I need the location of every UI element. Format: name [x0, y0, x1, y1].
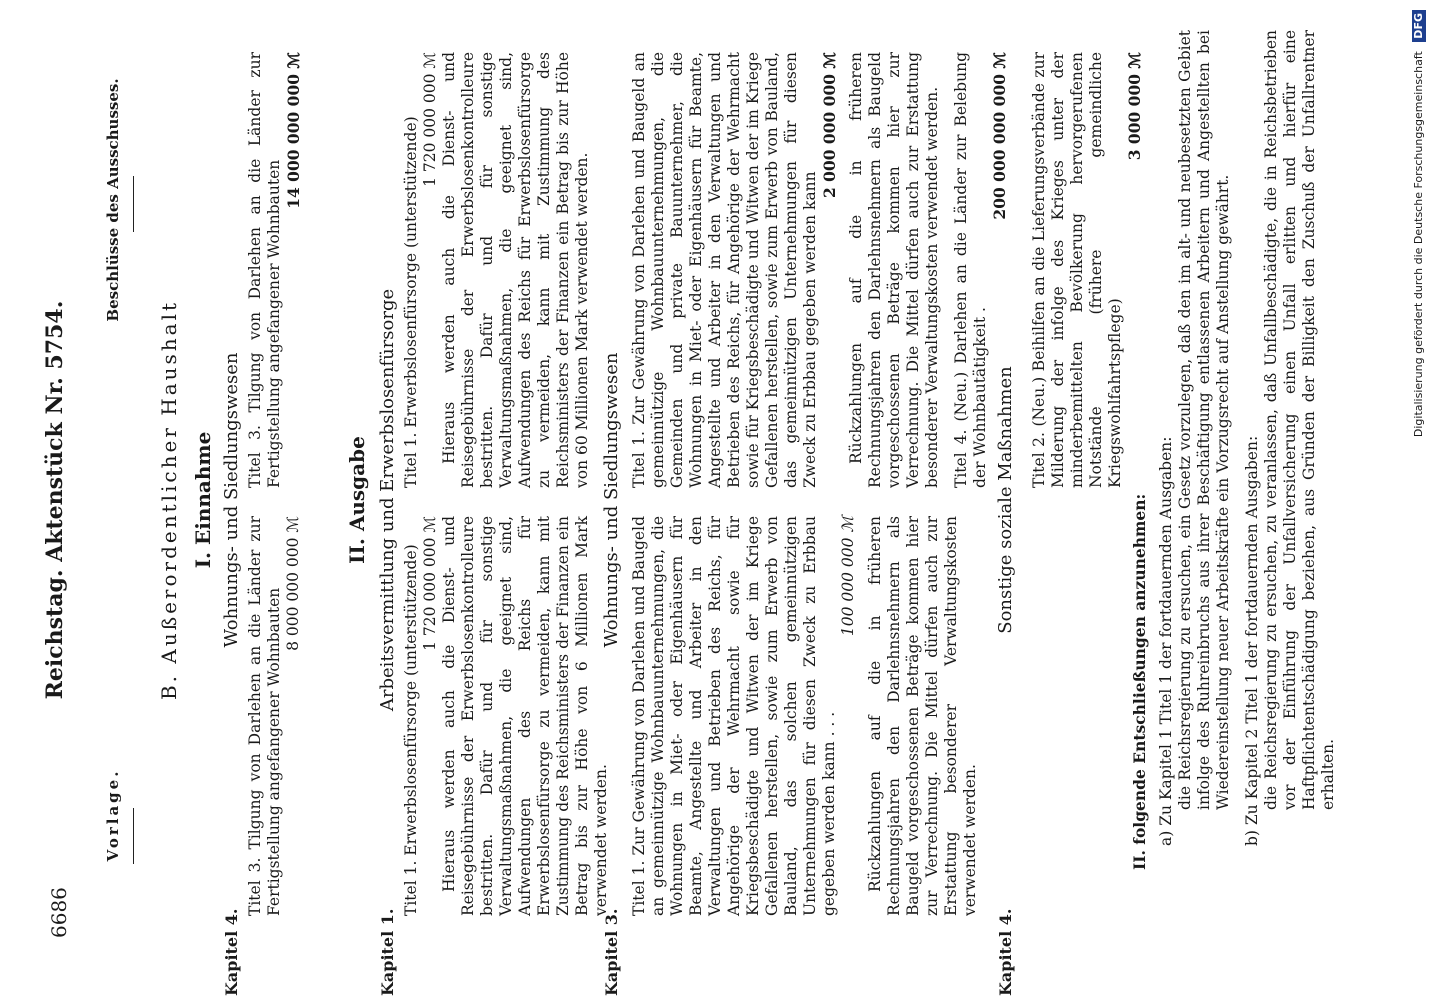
entry-note: Rückzahlungen auf die in früheren Rechnungsjahren den Darlehnsnehmern als Baugeld vorgeschossenen Beträge kommen hier zur Verrechnung. Die Mittel dürfen auch zur Erstattung besonderer Verwaltungskosten verwendet werden.	[866, 516, 979, 916]
kapitel-label: Kapitel 4.	[996, 908, 1015, 996]
entry-amount: 8 000 000 000 ℳ	[284, 516, 302, 651]
left-column-entry	[630, 516, 980, 916]
entry-amount: 3 000 000 ℳ	[1125, 52, 1144, 161]
kapitel-label: Kapitel 1.	[378, 908, 397, 996]
entschliessung-a-text: die Reichsregierung zu ersuchen, ein Gesetz vorzulegen, daß den im alt- und neubesetzten Gebiet infolge des Ruhreinbruchs aus ihrer Beschäftigung entlassenen Arbeitern und Angestellten bei Wiedereinstellung neuer Arbeitskräfte ein Vorzugsrecht auf Anstellung gewährt.	[1176, 30, 1232, 810]
entschliessung-b-text: die Reichsregierung zu ersuchen, zu veranlassen, daß Unfallbeschädigte, die in Reichsbetrieben vor der Einführung der Unfallversicherung einen Unfall erlitten und hierfür eine Haftpflichtentschädigung beziehen, aus Gründen der Billigkeit den Zuschuß der Unfallrentner erhalten.	[1262, 30, 1337, 810]
entry-amount: 1 720 000 000 ℳ	[421, 516, 439, 651]
digitization-credit	[1412, 10, 1426, 990]
section-heading-i: I. Einnahme	[191, 431, 215, 569]
entry-amount: 14 000 000 000 ℳ	[284, 52, 303, 209]
section-heading-ii: II. Ausgabe	[345, 436, 369, 564]
entry-text: Titel 1. Zur Gewährung von Darlehen und Baugeld an gemeinnützige Wohnbauunternehmungen, die Gemeinden und private Bauunternehmer, die Wohnungen in Miet- oder Eigenhäusern für Beamte, Angestellte und Arbeiter in den Verwaltungen und Betrieben des Reichs, für Angehörige der Wehrmacht sowie für Kriegsbeschädigte und Witwen der im Kriege Gefallenen herstellen, sowie zum Erwerb von Bauland, das gemeinnützigen Unternehmungen für diesen Zweck zu Erbbau gegeben werden kann	[630, 52, 819, 488]
entry-text: Titel 1. Zur Gewährung von Darlehen und Baugeld an gemeinnützige Wohnbauunternehmungen, die Wohnungen in Miet- oder Eigenhäusern für Beamte, Angestellte und Arbeiter in den Verwaltungen und Betrieben des Reichs, für Angehörige der Wehrmacht sowie für Kriegsbeschädigte und Witwen der im Kriege Gefallenen herstellen, sowie zum Erwerb von Bauland, das solchen gemeinnützigen Unternehmungen für diesen Zweck zu Erbbau gegeben werden kann . . .	[630, 516, 838, 916]
entry-amount: 100 000 000 ℳ	[839, 516, 857, 637]
entschliessungen	[1130, 30, 1338, 870]
right-column-entry	[1030, 52, 1144, 488]
divider-rule	[133, 176, 134, 232]
entschliessung-a-label: a) Zu Kapitel 1 Titel 1 der fortdauernden Ausgaben:	[1157, 436, 1175, 846]
entry-title: Titel 1. Erwerbslosenfürsorge (unterstützende)	[402, 544, 420, 916]
entschliessung-b-label: b) Zu Kapitel 2 Titel 1 der fortdauernden Ausgaben:	[1243, 435, 1261, 846]
divider-rule	[133, 808, 134, 864]
page-title: Reichstag. Aktenstück Nr. 5754.	[42, 300, 68, 700]
right-column-entry	[402, 52, 592, 488]
entry-title: Titel 1. Erwerbslosenfürsorge (unterstützende)	[402, 116, 420, 488]
entry-amount: 200 000 000 000 ℳ	[990, 52, 1009, 220]
column-heading-vorlage: Vorlage.	[104, 768, 122, 862]
section-heading-b: B. Außerordentlicher Haushalt	[157, 299, 181, 701]
right-column-entry	[246, 52, 303, 488]
entschliessungen-intro: II. folgende Entschließungen anzunehmen:	[1130, 493, 1149, 870]
entry-text: Hieraus werden auch die Dienst- und Reisegebührnisse der Erwerbslosenkontrolleure bestritten. Dafür und für sonstige Verwaltungsmaßnahmen, die geeignet sind, Aufwendungen des Reichs für Erwerbslosenfürsorge zu vermeiden, kann mit Zustimmung des Reichsministers der Finanzen ein Betrag bis zur Höhe von 6 Millionen Mark verwendet werden.	[440, 516, 610, 916]
right-column-entry	[630, 52, 1009, 488]
left-column-entry	[246, 516, 303, 916]
page-number: 6686	[47, 887, 71, 938]
entry-note: Rückzahlungen auf die in früheren Rechnungsjahren den Darlehnsnehmern als Baugeld vorgeschossenen Beträge kommen hier zur Verrechnung. Die Mittel dürfen auch zur Erstattung besonderer Verwaltungskosten verwendet werden.	[847, 52, 941, 488]
entry-amount: 2 000 000 000 ℳ	[820, 52, 839, 199]
kapitel-heading: Arbeitsvermittlung und Erwerbslosenfürsorge	[377, 288, 398, 712]
kapitel-label: Kapitel 3.	[602, 908, 621, 996]
kapitel-heading: Sonstige soziale Maßnahmen	[995, 366, 1016, 634]
dfg-logo: DFG	[1412, 10, 1426, 42]
entry-text: Hieraus werden auch die Dienst- und Reisegebührnisse der Erwerbslosenkontrolleure bestritten. Dafür und für sonstige Verwaltungsmaßnahmen, die geeignet sind, Aufwendungen des Reichs für Erwerbslosenfürsorge zu vermeiden, kann mit Zustimmung des Reichsministers der Finanzen ein Betrag bis zur Höhe von 60 Millionen Mark verwendet werden.	[440, 52, 591, 488]
entry-text: Titel 2. (Neu.) Beihilfen an die Lieferungsverbände zur Milderung der infolge des Krieges unter der minderbemittelten Bevölkerung hervorgerufenen Notstände (frühere gemeindliche Kriegswohlfahrtspflege)	[1030, 52, 1124, 488]
entry-titel4: Titel 4. (Neu.) Darlehen an die Länder zur Belebung der Wohnbautätigkeit .	[952, 52, 989, 488]
kapitel-heading: Wohnungs- und Siedlungswesen	[221, 352, 242, 648]
credit-text: Digitalisierung gefördert durch die Deutsche Forschungsgemeinschaft	[1412, 51, 1425, 438]
kapitel-label: Kapitel 4.	[222, 908, 241, 996]
column-heading-beschluesse: Beschlüsse des Ausschusses.	[104, 78, 122, 322]
left-column-entry	[402, 516, 611, 916]
entry-amount: 1 720 000 000 ℳ	[421, 52, 439, 187]
entry-text: Titel 3. Tilgung von Darlehen an die Länder zur Fertigstellung angefangener Wohnbauten	[246, 52, 283, 488]
entry-text: Titel 3. Tilgung von Darlehen an die Länder zur Fertigstellung angefangener Wohnbauten	[246, 516, 283, 916]
kapitel-heading: Wohnungs- und Siedlungswesen	[601, 352, 622, 648]
